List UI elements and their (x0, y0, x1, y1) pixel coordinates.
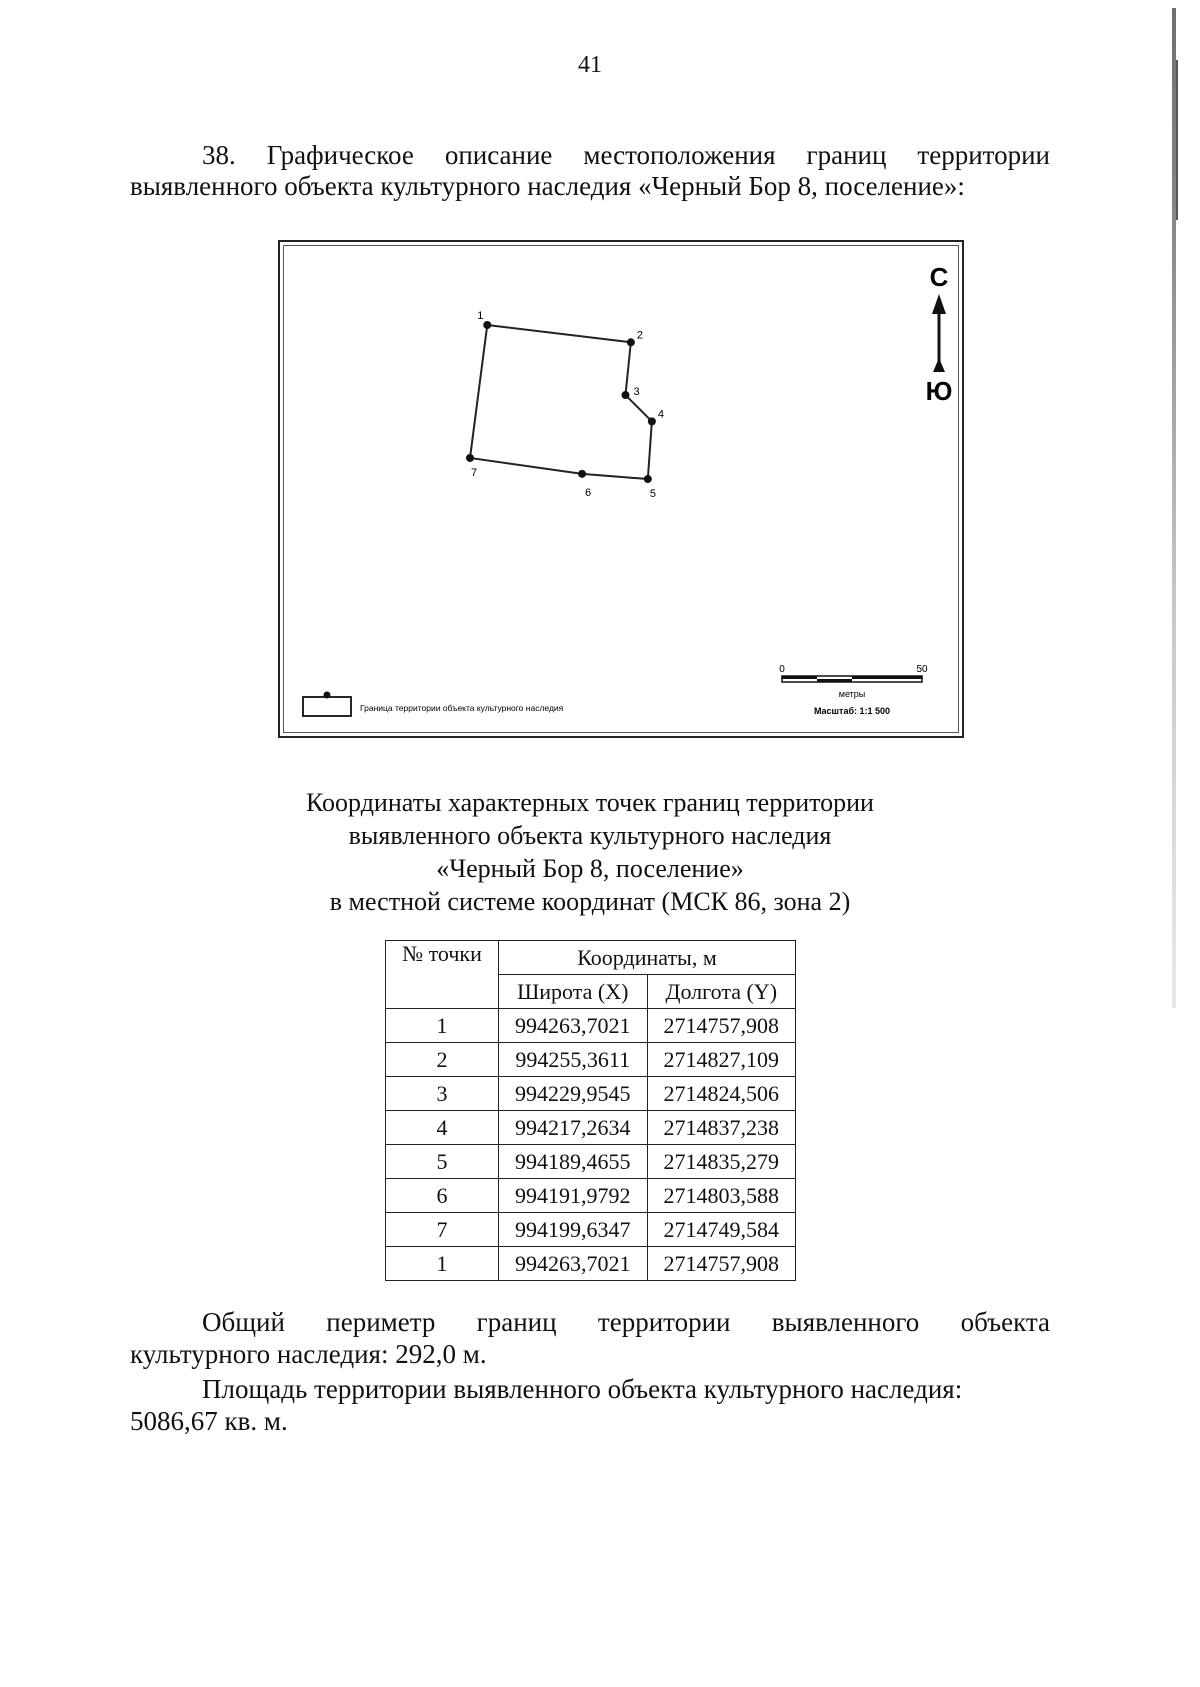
coordinates-title (0, 786, 1180, 918)
boundary-point (627, 338, 635, 346)
cell-latitude: 994229,9545 (499, 1077, 648, 1111)
cell-latitude: 994217,2634 (499, 1111, 648, 1145)
cell-latitude: 994191,9792 (499, 1179, 648, 1213)
boundary-point-label: 3 (633, 386, 640, 399)
boundary-polygon-layer (470, 325, 652, 479)
boundary-map-canvas (280, 242, 966, 740)
cell-point-number: 2 (386, 1043, 499, 1077)
legend-point-icon (324, 692, 331, 699)
header-latitude: Широта (X) (499, 975, 648, 1009)
boundary-line (470, 325, 652, 479)
coordinates-table (385, 940, 796, 1281)
coordinates-title-line: «Черный Бор 8, поселение» (436, 854, 744, 883)
cell-longitude: 2714837,238 (647, 1111, 796, 1145)
cell-longitude: 2714749,584 (647, 1213, 796, 1247)
area-paragraph (130, 1373, 1050, 1437)
north-label: С (929, 262, 949, 292)
header-coordinates: Координаты, м (499, 941, 796, 975)
boundary-point-label: 4 (657, 408, 665, 421)
table-row (386, 1009, 796, 1043)
section-heading: 38. Графическое описание местоположения границ территории выявленного объекта культурного наследия «Черный Бор 8, поселение»: (130, 140, 1050, 201)
perimeter-line: культурного наследия: 292,0 м. (130, 1339, 487, 1369)
legend-label: Граница территории объекта культурного наследия (360, 703, 564, 713)
scale-bar (779, 664, 928, 716)
perimeter-paragraph (130, 1306, 1050, 1370)
area-line: 5086,67 кв. м. (130, 1406, 288, 1436)
cell-latitude: 994263,7021 (499, 1009, 648, 1043)
south-label: Ю (925, 376, 953, 406)
cell-latitude: 994199,6347 (499, 1213, 648, 1247)
table-row (386, 1077, 796, 1111)
page-number: 41 (578, 52, 602, 78)
area-line: Площадь территории выявленного объекта культурного наследия: (202, 1374, 963, 1404)
scan-edge-mark (1176, 60, 1178, 220)
cell-point-number: 1 (386, 1009, 499, 1043)
boundary-point (644, 475, 652, 483)
header-point-number: № точки (386, 941, 499, 1009)
boundary-point-label: 7 (471, 466, 478, 479)
scale-ratio-label: Масштаб: 1:1 500 (813, 706, 891, 716)
coordinates-title-line: в местной системе координат (МСК 86, зона 2) (329, 887, 851, 916)
header-longitude: Долгота (Y) (647, 975, 796, 1009)
scale-unit-label: метры (838, 689, 866, 699)
cell-point-number: 6 (386, 1179, 499, 1213)
coordinates-title-line: выявленного объекта культурного наследия (348, 821, 832, 850)
cell-longitude: 2714803,588 (647, 1179, 796, 1213)
boundary-map (278, 240, 964, 738)
legend-boundary-swatch (303, 697, 351, 716)
cell-latitude: 994255,3611 (499, 1043, 648, 1077)
table-row (386, 1179, 796, 1213)
table-row (386, 1145, 796, 1179)
north-arrow-icon (926, 262, 953, 406)
boundary-point (483, 321, 491, 329)
cell-point-number: 7 (386, 1213, 499, 1247)
table-row (386, 1247, 796, 1281)
cell-latitude: 994189,4655 (499, 1145, 648, 1179)
perimeter-line: Общий периметр границ территории выявленного объекта (202, 1307, 1050, 1337)
scale-start-label: 0 (779, 664, 785, 675)
cell-point-number: 3 (386, 1077, 499, 1111)
cell-longitude: 2714835,279 (647, 1145, 796, 1179)
boundary-point (578, 470, 586, 478)
scale-end-label: 50 (916, 664, 928, 675)
map-legend (303, 692, 564, 717)
boundary-point-label: 5 (649, 488, 656, 501)
cell-point-number: 5 (386, 1145, 499, 1179)
cell-point-number: 1 (386, 1247, 499, 1281)
boundary-point-label: 1 (477, 310, 484, 322)
cell-longitude: 2714827,109 (647, 1043, 796, 1077)
table-row (386, 1213, 796, 1247)
boundary-point-label: 6 (585, 486, 592, 499)
boundary-point (621, 391, 629, 399)
table-row (386, 1111, 796, 1145)
boundary-point (648, 417, 656, 425)
cell-longitude: 2714824,506 (647, 1077, 796, 1111)
coordinates-title-line: Координаты характерных точек границ территории (306, 788, 874, 817)
boundary-point-label: 2 (636, 329, 643, 342)
cell-point-number: 4 (386, 1111, 499, 1145)
boundary-point (466, 454, 474, 462)
cell-latitude: 994263,7021 (499, 1247, 648, 1281)
table-row (386, 1043, 796, 1077)
cell-longitude: 2714757,908 (647, 1009, 796, 1043)
cell-longitude: 2714757,908 (647, 1247, 796, 1281)
